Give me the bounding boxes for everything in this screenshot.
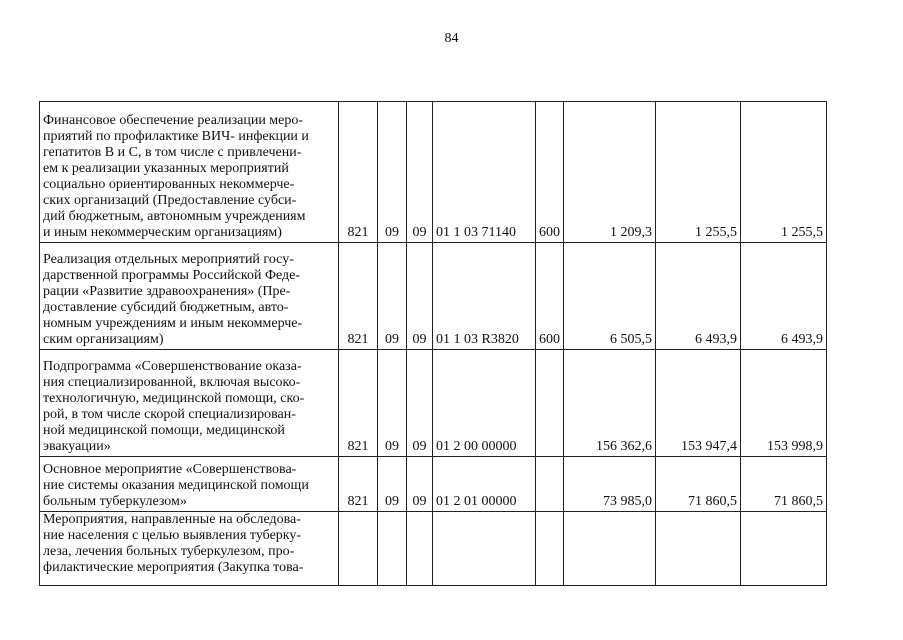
subsection-code: 09 [407,457,433,512]
row-description [40,350,339,457]
amount-3: 1 255,5 [741,102,827,243]
desc-line: ния специализированной, включая высоко- [43,375,301,390]
subsection-code: 09 [407,243,433,350]
amount-2: 71 860,5 [656,457,741,512]
desc-line: и иным некоммерческим организациям) [43,225,282,240]
desc-line: номным учреждениям и иным некоммерче- [43,316,303,331]
amount-1: 6 505,5 [564,243,656,350]
desc-line: гепатитов В и С, в том числе с привлечени- [43,145,302,160]
ministry-code: 821 [339,457,378,512]
expense-type-code [536,457,564,512]
desc-line: филактические мероприятия (Закупка това- [43,560,304,575]
ministry-code: 821 [339,243,378,350]
desc-line: ной медицинской помощи, медицинской [43,423,285,438]
target-item-code [433,512,536,586]
target-item-code: 01 2 01 00000 [433,457,536,512]
section-code: 09 [378,350,407,457]
expense-type-code [536,512,564,586]
desc-line: Основное мероприятие «Совершенствова- [43,462,297,477]
target-item-code: 01 1 03 R3820 [433,243,536,350]
desc-line: дарственной программы Российской Феде- [43,268,301,283]
desc-line: леза, лечения больных туберкулезом, про- [43,544,295,559]
section-code: 09 [378,243,407,350]
row-description [40,457,339,512]
target-item-code: 01 1 03 71140 [433,102,536,243]
subsection-code: 09 [407,102,433,243]
expense-type-code [536,350,564,457]
desc-line: ским организациям) [43,332,164,347]
expense-type-code: 600 [536,243,564,350]
desc-line: Подпрограмма «Совершенствование оказа- [43,359,302,374]
amount-1: 1 209,3 [564,102,656,243]
ministry-code: 821 [339,350,378,457]
amount-1 [564,512,656,586]
section-code [378,512,407,586]
desc-line: Финансовое обеспечение реализации меро- [43,113,304,128]
table-row [40,350,827,457]
table-row [40,243,827,350]
desc-line: ние системы оказания медицинской помощи [43,478,309,493]
desc-line: ских организаций (Предоставление субси- [43,193,297,208]
desc-line: рации «Развитие здравоохранения» (Пре- [43,284,291,299]
amount-1: 73 985,0 [564,457,656,512]
expense-type-code: 600 [536,102,564,243]
table-row [40,102,827,243]
desc-line: больным туберкулезом» [43,494,187,509]
desc-line: Реализация отдельных мероприятий госу- [43,252,294,267]
row-description [40,243,339,350]
desc-line: рой, в том числе скорой специализирован- [43,407,296,422]
desc-line: ние населения с целью выявления туберку- [43,528,302,543]
amount-2: 6 493,9 [656,243,741,350]
ministry-code: 821 [339,102,378,243]
budget-table [39,101,827,586]
subsection-code [407,512,433,586]
ministry-code [339,512,378,586]
row-description [40,512,339,586]
section-code: 09 [378,457,407,512]
table-row [40,457,827,512]
amount-2: 1 255,5 [656,102,741,243]
amount-3: 153 998,9 [741,350,827,457]
amount-3: 71 860,5 [741,457,827,512]
desc-line: технологичную, медицинской помощи, ско- [43,391,305,406]
amount-3: 6 493,9 [741,243,827,350]
desc-line: дий бюджетным, автономным учреждениям [43,209,306,224]
desc-line: приятий по профилактике ВИЧ- инфекции и [43,129,309,144]
desc-line: социально ориентированных некоммерче- [43,177,295,192]
desc-line: Мероприятия, направленные на обследова- [43,512,301,527]
desc-line: доставление субсидий бюджетным, авто- [43,300,289,315]
table-row [40,512,827,586]
desc-line: ем к реализации указанных мероприятий [43,161,289,176]
amount-1: 156 362,6 [564,350,656,457]
amount-2 [656,512,741,586]
row-description [40,102,339,243]
desc-line: эвакуации» [43,439,111,454]
amount-3 [741,512,827,586]
amount-2: 153 947,4 [656,350,741,457]
section-code: 09 [378,102,407,243]
page-number: 84 [444,31,459,46]
subsection-code: 09 [407,350,433,457]
target-item-code: 01 2 00 00000 [433,350,536,457]
